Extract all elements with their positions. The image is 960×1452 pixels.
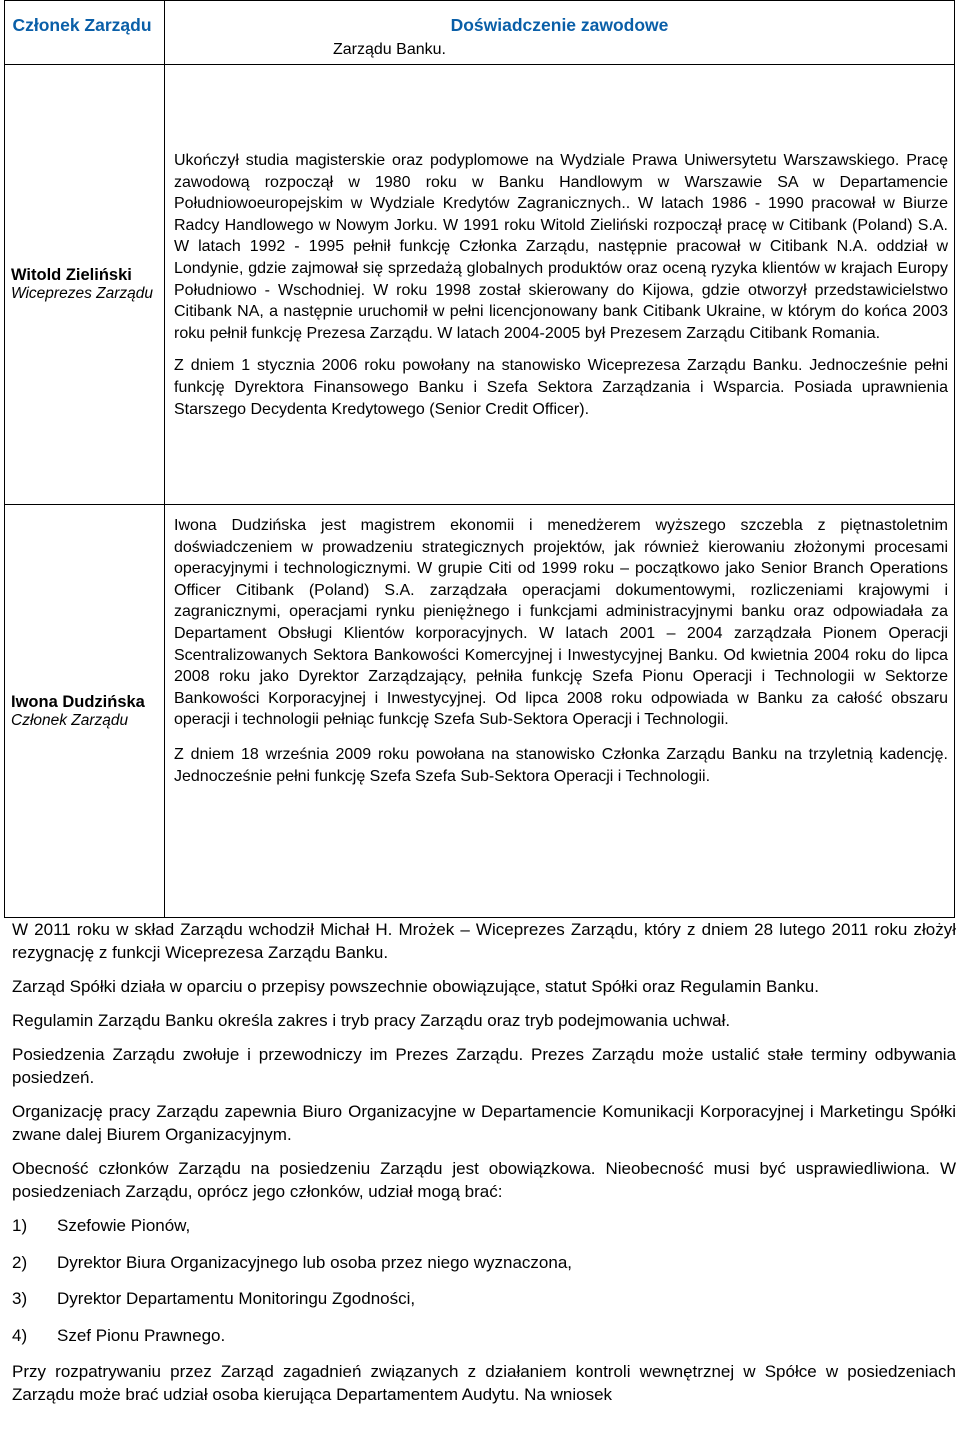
list-item	[12, 1287, 956, 1310]
list-text: Szefowie Pionów,	[57, 1216, 191, 1235]
list-text: Szef Pionu Prawnego.	[57, 1325, 226, 1345]
body-paragraph: Przy rozpatrywaniu przez Zarząd zagadnień związanych z działaniem kontroli wewnętrznej w Spółce w posiedzeniach Zarządu może brać udział osoba kierująca Departamentem Audytu. Na wniosek	[12, 1362, 956, 1405]
header-member: Członek Zarządu	[5, 1, 165, 65]
attendee-list	[12, 1214, 956, 1347]
continued-text: Zarządu Banku.	[333, 41, 446, 58]
list-number: 2)	[12, 1252, 28, 1272]
list-number: 3)	[12, 1289, 28, 1309]
list-text: Dyrektor Biura Organizacyjnego lub osoba przez niego wyznaczona,	[57, 1252, 572, 1272]
body-paragraph: Regulamin Zarządu Banku określa zakres i tryb pracy Zarządu oraz tryb podejmowania uchwał.	[12, 1011, 731, 1030]
body-paragraph: Posiedzenia Zarządu zwołuje i przewodniczy im Prezes Zarządu. Prezes Zarządu może ustalić stałe terminy odbywania posiedzeń.	[12, 1045, 956, 1087]
board-members-table	[4, 0, 955, 918]
member-cell	[5, 505, 165, 918]
member-name: Witold Zieliński	[11, 266, 132, 284]
table-row	[5, 65, 955, 505]
experience-paragraph: Z dniem 18 września 2009 roku powołana na stanowisko Członka Zarządu Banku na trzyletnią kadencję. Jednocześnie pełni funkcję Szefa Szefa Sub-Sektora Operacji i Technologii.	[174, 745, 948, 785]
header-experience: Doświadczenie zawodowe	[165, 1, 955, 65]
list-number: 4)	[12, 1325, 28, 1345]
list-number: 1)	[12, 1216, 28, 1235]
experience-paragraph: Iwona Dudzińska jest magistrem ekonomii i menedżerem wyższego szczebla z piętnastoletnim doświadczeniem w prowadzeniu strategicznych projektów, jak również kierowaniu złożonymi procesami operacyjnymi i technologicznymi. W grupie Citi od 1999 roku – początkowo jako Senior Branch Operations Officer Citibank (Poland) S.A. zarządzała operacjami dokumentowymi, rozliczeniami krajowymi i zagranicznymi, operacjami rynku pieniężnego i funkcjami administracyjnymi banku oraz odpowiadała za Departament Obsługi Klientów korporacyjnych. W latach 2001 – 2004 zarządzała Pionem Operacji Scentralizowanych Sektora Bankowości Komercyjnej i Inwestycyjnej Banku. Od kwietnia 2004 roku do lipca 2008 roku jako Dyrektor Zarządzający, pełniła funkcję Szefa Pionu Operacji i Technologii w Sektorze Bankowości Korporacyjnej i Inwestycyjnej. Od lipca 2008 roku odpowiada w Banku za całość obszaru operacji i technologii pełniąc funkcję Szefa Sub-Sektora Operacji i Technologii.	[174, 517, 948, 729]
experience-cell	[165, 65, 955, 505]
experience-cell	[165, 505, 955, 918]
body-paragraph: Zarząd Spółki działa w oparciu o przepisy powszechnie obowiązujące, statut Spółki oraz Regulamin Banku.	[12, 977, 819, 996]
document-body	[12, 918, 956, 1417]
body-paragraph: Organizację pracy Zarządu zapewnia Biuro Organizacyjne w Departamencie Komunikacji Korporacyjnej i Marketingu Spółki zwane dalej Biurem Organizacyjnym.	[12, 1102, 956, 1144]
list-text: Dyrektor Departamentu Monitoringu Zgodności,	[57, 1289, 416, 1309]
table-row	[5, 505, 955, 918]
member-cell	[5, 65, 165, 505]
member-role: Członek Zarządu	[11, 711, 129, 729]
experience-paragraph: Ukończył studia magisterskie oraz podyplomowe na Wydziale Prawa Uniwersytetu Warszawskiego. Pracę zawodową rozpoczął w 1980 roku w Banku Handlowym w Warszawie SA w Departamencie Południowoeuropejskim w Wydziale Kredytów Zagranicznych.. W latach 1986 - 1990 pracował w Biurze Radcy Handlowego w Nowym Jorku. W 1991 roku Witold Zieliński rozpoczął pracę w Citibank (Poland) S.A. W latach 1992 - 1995 pełnił funkcję Członka Zarządu, następnie pracował w Citibank N.A. oddział w Londynie, gdzie zajmował się sprzedażą globalnych produktów oraz oceną ryzyka klientów w krajach Europy Południowo - Wschodniej. W roku 1998 został skierowany do Kijowa, gdzie otworzył przedstawicielstwo Citibank NA, a następnie uruchomił w pełni licencjonowany bank Citibank Ukraine, w którym do końca 2003 roku pełnił funkcję Prezesa Zarządu. W latach 2004-2005 był Prezesem Zarządu Citibank Romania.	[174, 152, 948, 342]
table-header-row	[5, 1, 955, 65]
list-item	[12, 1214, 956, 1237]
list-item	[12, 1324, 956, 1347]
body-paragraph: W 2011 roku w skład Zarządu wchodził Michał H. Mrożek – Wiceprezes Zarządu, który z dniem 28 lutego 2011 roku złożył rezygnację z funkcji Wiceprezesa Zarządu Banku.	[12, 920, 956, 962]
member-name: Iwona Dudzińska	[11, 692, 145, 711]
body-paragraph: Obecność członków Zarządu na posiedzeniu Zarządu jest obowiązkowa. Nieobecność musi być usprawiedliwiona. W posiedzeniach Zarządu, oprócz jego członków, udział mogą brać:	[12, 1159, 956, 1201]
list-item	[12, 1251, 956, 1274]
member-role: Wiceprezes Zarządu	[11, 285, 153, 302]
experience-paragraph: Z dniem 1 stycznia 2006 roku powołany na stanowisko Wiceprezesa Zarządu Banku. Jednocześnie pełni funkcję Dyrektora Finansowego Banku i Szefa Sektora Zarządzania i Wsparcia. Posiada uprawnienia Starszego Decydenta Kredytowego (Senior Credit Officer).	[174, 357, 948, 418]
